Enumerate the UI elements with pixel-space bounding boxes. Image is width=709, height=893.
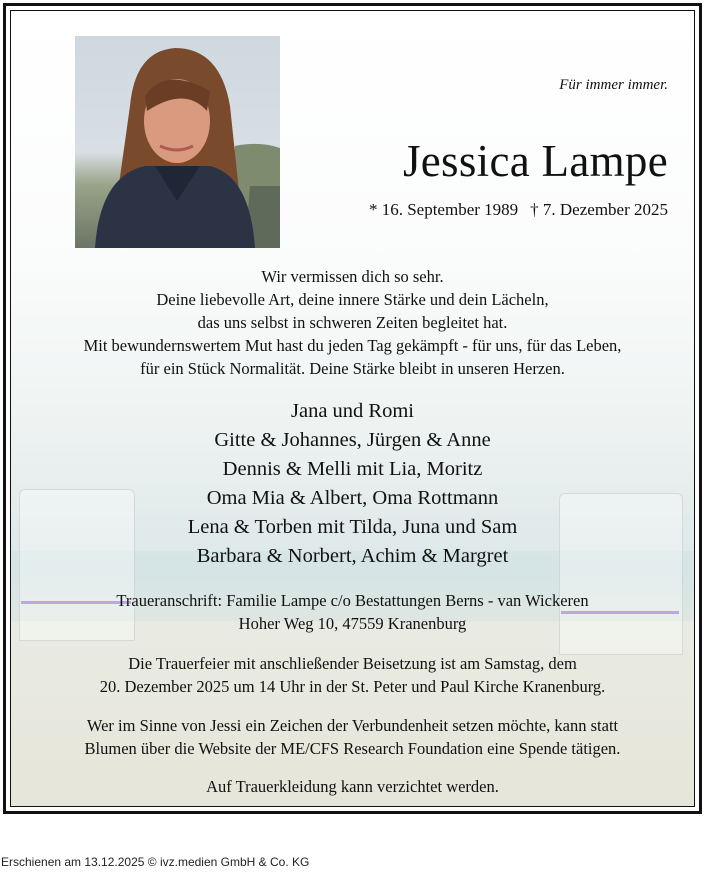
- dress-note: [11, 775, 694, 798]
- tribute-line: für ein Stück Normalität. Deine Stärke bleibt in unseren Herzen.: [140, 359, 565, 378]
- birth-date: * 16. September 1989: [368, 200, 519, 219]
- donation-line: Blumen über die Website der ME/CFS Research Foundation eine Spende tätigen.: [84, 739, 621, 758]
- tribute-line: das uns selbst in schweren Zeiten begleitet hat.: [197, 313, 508, 332]
- publication-credit: Erschienen am 13.12.2025 © ivz.medien GmbH & Co. KG: [1, 855, 310, 869]
- tribute-text: [11, 265, 694, 380]
- tribute-line: Deine liebevolle Art, deine innere Stärke und dein Lächeln,: [156, 290, 549, 309]
- mourner-line: Oma Mia & Albert, Oma Rottmann: [206, 487, 499, 509]
- mourners-list: [11, 397, 694, 571]
- tribute-line: Wir vermissen dich so sehr.: [261, 267, 444, 286]
- address-line: Hoher Weg 10, 47559 Kranenburg: [238, 614, 467, 633]
- death-date: † 7. Dezember 2025: [530, 200, 668, 219]
- mourning-address: [11, 589, 694, 635]
- notice-background: [10, 10, 695, 807]
- mourner-line: Gitte & Johannes, Jürgen & Anne: [214, 429, 491, 451]
- donation-info: [11, 714, 694, 760]
- ceremony-line: Die Trauerfeier mit anschließender Beisetzung ist am Samstag, dem: [128, 654, 577, 673]
- portrait-photo: [75, 36, 280, 248]
- notice-frame: [3, 3, 702, 814]
- donation-line: Wer im Sinne von Jessi ein Zeichen der Verbundenheit setzen möchte, kann statt: [86, 716, 619, 735]
- address-line: Traueranschrift: Familie Lampe c/o Bestattungen Berns - van Wickeren: [116, 591, 589, 610]
- mourner-line: Dennis & Melli mit Lia, Moritz: [222, 458, 483, 480]
- motto-text: Für immer immer.: [559, 77, 668, 93]
- ceremony-line: 20. Dezember 2025 um 14 Uhr in der St. Peter und Paul Kirche Kranenburg.: [99, 677, 606, 696]
- tribute-line: Mit bewundernswertem Mut hast du jeden Tag gekämpft - für uns, für das Leben,: [83, 336, 622, 355]
- dress-note-line: Auf Trauerkleidung kann verzichtet werden.: [206, 777, 499, 796]
- mourner-line: Jana und Romi: [291, 400, 414, 422]
- ceremony-info: [11, 652, 694, 698]
- deceased-name: Jessica Lampe: [402, 136, 668, 186]
- life-dates: [369, 200, 668, 220]
- mourner-line: Barbara & Norbert, Achim & Margret: [196, 545, 509, 567]
- mourner-line: Lena & Torben mit Tilda, Juna und Sam: [187, 516, 518, 538]
